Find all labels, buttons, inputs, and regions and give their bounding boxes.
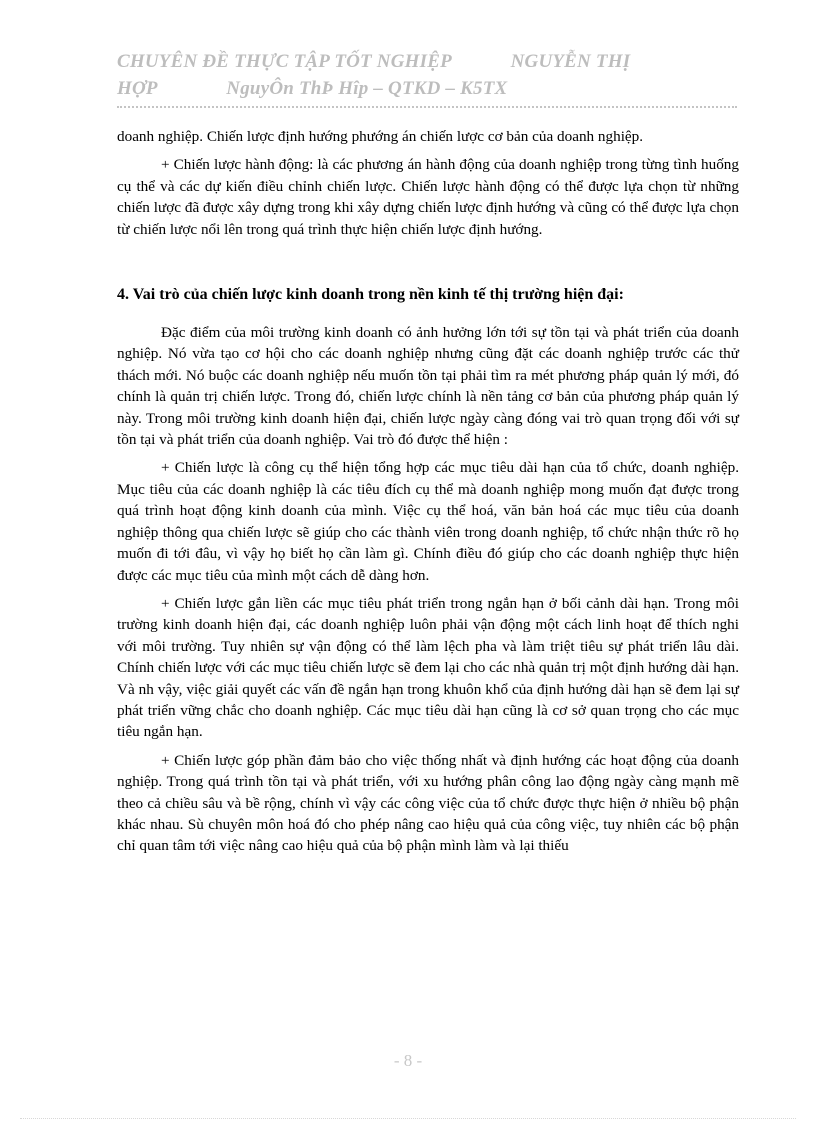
page-number: - 8 - — [393, 1051, 423, 1070]
paragraph-role-3: + Chiến lược góp phần đảm bảo cho việc thống nhất và định hướng các hoạt động của doanh nghiệp. Trong quá trình tồn tại và phát triển, với xu hướng phân công lao động ngày càng mạnh mẽ theo cả chiều sâu và bề rộng, chính vì vậy các công việc của tổ chức được thực hiện ở nhiều bộ phận khác nhau. Sù chuyên môn hoá đó cho phép nâng cao hiệu quả của công việc, tuy nhiên các bộ phận chỉ quan tâm tới việc nâng cao hiệu quả của bộ phận mình làm và lại thiếu — [117, 751, 739, 855]
document-body — [117, 126, 739, 864]
paragraph-action-strategy: + Chiến lược hành động: là các phương án hành động của doanh nghiệp trong từng tình huống cụ thể và các dự kiến điều chỉnh chiến lược. Chiến lược hành động có thể được lựa chọn từ những chiến lược đã được xây dựng trong khi xây dựng chiến lược định hướng và cũng có thể được lựa chọn từ chiến lược nổi lên trong quá trình thực hiện chiến lược định hướng. — [117, 156, 739, 238]
paragraph-intro: Đặc điểm của môi trường kinh doanh có ảnh hưởng lớn tới sự tồn tại và phát triển của doanh nghiệp. Nó vừa tạo cơ hội cho các doanh nghiệp nhưng cũng đặt các doanh nghiệp trước các thử thách mới. Nó buộc các doanh nghiệp nếu muốn tồn tại phải tìm ra mét phương pháp quản lý mới, đó chính là quản trị chiến lược. Trong đó, chiến lược chính là nền tảng cơ bản của phương pháp quản lý này. Trong môi trường kinh doanh hiện đại, chiến lược ngày càng đóng vai trò quan trọng đối với sự tồn tại và phát triển của doanh nghiệp. Vai trò đó được thể hiện : — [117, 324, 739, 449]
section-heading: 4. Vai trò của chiến lược kinh doanh trong nền kinh tế thị trường hiện đại: — [117, 286, 624, 304]
header-line-1: CHUYÊN ĐỀ THỰC TẬP TỐT NGHIỆP NGUYỄN THỊ — [117, 51, 631, 72]
paragraph-role-2: + Chiến lược gắn liền các mục tiêu phát triển trong ngắn hạn ở bối cảnh dài hạn. Trong môi trường kinh doanh hiện đại, các doanh nghiệp luôn phải vận động một cách linh hoạt để thích nghi với môi trường. Tuy nhiên sự vận động có thể làm lệch pha và làm triệt tiêu sự phát triển lâu dài. Chính chiến lược với các mục tiêu chiến lược sẽ đem lại cho các nhà quản trị một định hướng dài hạn. Và nh vậy, việc giải quyết các vấn đề ngắn hạn trong khuôn khổ của định hướng dài hạn sẽ đem lại sự phát triển vững chắc cho doanh nghiệp. Các mục tiêu dài hạn cũng là cơ sở quan trọng cho các mục tiêu ngắn hạn. — [117, 594, 739, 741]
page-header — [117, 48, 737, 102]
page-bottom-divider — [20, 1118, 796, 1119]
paragraph-continuation: doanh nghiệp. Chiến lược định hướng phướng án chiến lược cơ bản của doanh nghiệp. — [117, 128, 644, 145]
header-divider — [117, 106, 737, 108]
header-line-2: HỢP NguyÔn ThÞ Hîp – QTKD – K5TX — [117, 78, 508, 99]
paragraph-role-1: + Chiến lược là công cụ thể hiện tổng hợp các mục tiêu dài hạn của tổ chức, doanh nghiệp. Mục tiêu của các doanh nghiệp là các tiêu đích cụ thể mà doanh nghiệp mong muốn đạt được trong quá trình hoạt động kinh doanh của mình. Việc cụ thể hoá, văn bản hoá các mục tiêu của doanh nghiệp thông qua chiến lược sẽ giúp cho các thành viên trong doanh nghiệp, tổ chức nhận thức rõ họ muốn đi tới đâu, vì vậy họ biết họ cần làm gì. Chính điều đó giúp cho các doanh nghiệp thực hiện được các mục tiêu của mình một cách dễ dàng hơn. — [117, 459, 739, 584]
